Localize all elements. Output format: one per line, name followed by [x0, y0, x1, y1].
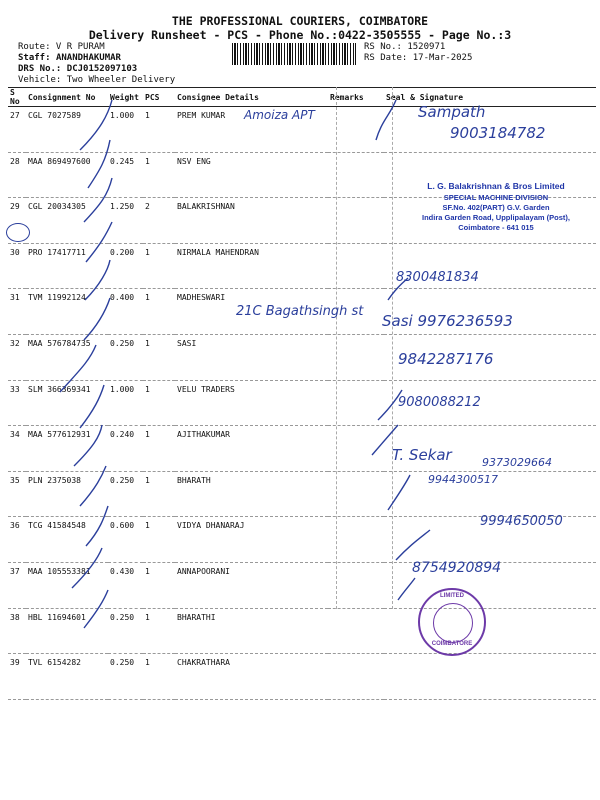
cell-name: ANNAPOORANI	[175, 562, 328, 608]
cell-wt: 1.000	[108, 107, 143, 153]
cell-cn: HBL 11694601	[26, 608, 108, 654]
cell-cn: PRO 17417711	[26, 243, 108, 289]
cell-sno: 33	[8, 380, 26, 426]
hw-phone-34: 9080088212	[398, 395, 481, 410]
cell-name: AJITHAKUMAR	[175, 426, 328, 472]
rs-no: RS No.: 1520971	[364, 42, 446, 52]
cell-pcs: 1	[143, 152, 175, 198]
runsheet-subtitle: Delivery Runsheet - PCS - Phone No.:0422-3505555 - Page No.:3	[88, 28, 512, 42]
cell-sno: 28	[8, 152, 26, 198]
stamp-line-5: Coimbatore - 641 015	[458, 223, 534, 232]
hw-phone-36: 9944300517	[428, 473, 498, 486]
cell-pcs: 2	[143, 198, 175, 244]
cell-pcs: 1	[143, 107, 175, 153]
hw-phone-37: 9994650050	[480, 514, 563, 529]
route: Route: V R PURAM	[18, 42, 105, 52]
cell-sno: 38	[8, 608, 26, 654]
stamp-line-1: L. G. Balakrishnan & Bros Limited	[427, 181, 565, 191]
cell-wt: 0.600	[108, 517, 143, 563]
company-seal	[418, 588, 486, 656]
cell-name: SASI	[175, 334, 328, 380]
col-seal-signature: Seal & Signature	[384, 88, 596, 107]
cell-pcs: 1	[143, 471, 175, 517]
cell-name: VELU TRADERS	[175, 380, 328, 426]
cell-cn: MAA 869497600	[26, 152, 108, 198]
cell-wt: 0.250	[108, 654, 143, 700]
cell-sno: 32	[8, 334, 26, 380]
cell-name: MADHESWARI	[175, 289, 328, 335]
cell-pcs: 1	[143, 654, 175, 700]
hw-address-27: Amoiza APT	[244, 108, 315, 122]
cell-wt: 0.430	[108, 562, 143, 608]
cell-pcs: 1	[143, 243, 175, 289]
hw-phone-27: 9003184782	[450, 124, 546, 142]
cell-wt: 0.240	[108, 426, 143, 472]
cell-pcs: 1	[143, 426, 175, 472]
col-sno: S No	[8, 88, 26, 107]
hw-phone-33: 9842287176	[398, 350, 494, 368]
col-weight: Weight	[108, 88, 143, 107]
cell-name: BHARATH	[175, 471, 328, 517]
cell-cn: CGL 20034305	[26, 198, 108, 244]
cell-name: CHAKRATHARA	[175, 654, 328, 700]
cell-name: NIRMALA MAHENDRAN	[175, 243, 328, 289]
cell-sno: 35	[8, 471, 26, 517]
hw-phone-31: 8300481834	[396, 270, 479, 285]
cell-wt: 0.250	[108, 334, 143, 380]
cell-wt: 0.250	[108, 608, 143, 654]
cell-cn: TCG 41584548	[26, 517, 108, 563]
cell-pcs: 1	[143, 289, 175, 335]
runsheet-title: THE PROFESSIONAL COURIERS, COIMBATORE	[171, 14, 429, 28]
stamp-line-3: SF.No. 402(PART) G.V. Garden	[442, 203, 550, 212]
hw-signature-32: Sasi 9976236593	[382, 312, 513, 330]
cell-wt: 0.400	[108, 289, 143, 335]
cell-name: NSV ENG	[175, 152, 328, 198]
staff-value: ANANDHAKUMAR	[55, 53, 121, 63]
cell-name: PREM KUMAR	[175, 107, 328, 153]
staff-label: Staff:	[18, 53, 51, 63]
cell-cn: CGL 7027589	[26, 107, 108, 153]
cell-wt: 1.000	[108, 380, 143, 426]
cell-wt: 1.250	[108, 198, 143, 244]
cell-cn: TVM 11992124	[26, 289, 108, 335]
cell-sno: 31	[8, 289, 26, 335]
drs-value: DCJ0152097103	[66, 64, 138, 74]
hw-signature-35: T. Sekar	[392, 446, 452, 464]
col-consignee: Consignee Details	[175, 88, 328, 107]
cell-name: BHARATHI	[175, 608, 328, 654]
cell-name: VIDYA DHANARAJ	[175, 517, 328, 563]
cell-cn: PLN 2375038	[26, 471, 108, 517]
cell-wt: 0.250	[108, 471, 143, 517]
cell-cn: SLM 366369341	[26, 380, 108, 426]
cell-wt: 0.245	[108, 152, 143, 198]
cell-sno: 27	[8, 107, 26, 153]
cell-cn: TVL 6154282	[26, 654, 108, 700]
hw-address-32: 21C Bagathsingh st	[236, 304, 364, 319]
drs-label: DRS No.:	[18, 64, 62, 74]
cell-sno: 34	[8, 426, 26, 472]
hw-phone-38: 8754920894	[412, 560, 502, 576]
seal-bottom-text: COIMBATORE	[431, 641, 473, 647]
cell-name: BALAKRISHNAN	[175, 198, 328, 244]
vehicle: Vehicle: Two Wheeler Delivery	[18, 75, 176, 85]
cell-sno: 36	[8, 517, 26, 563]
cell-sno: 39	[8, 654, 26, 700]
seal-inner-ring	[433, 603, 473, 643]
cell-sno: 30	[8, 243, 26, 289]
col-consignment: Consignment No	[26, 88, 108, 107]
cell-sno: 29	[8, 198, 26, 244]
col-remarks: Remarks	[328, 88, 384, 107]
stamp-line-2: SPECIAL MACHINE DIVISION	[443, 193, 549, 202]
cell-cn: MAA 576784735	[26, 334, 108, 380]
col-pcs: PCS	[143, 88, 175, 107]
cell-pcs: 1	[143, 334, 175, 380]
cell-pcs: 1	[143, 562, 175, 608]
cell-pcs: 1	[143, 380, 175, 426]
cell-cn: MAA 577612931	[26, 426, 108, 472]
cell-pcs: 1	[143, 517, 175, 563]
cell-wt: 0.200	[108, 243, 143, 289]
cell-pcs: 1	[143, 608, 175, 654]
stamp-line-4: Indira Garden Road, Upplipalayam (Post),	[422, 213, 570, 222]
seal-top-text: LIMITED	[440, 593, 464, 599]
cell-sno: 37	[8, 562, 26, 608]
hw-phone-35: 9373029664	[482, 456, 552, 469]
rs-date: RS Date: 17-Mar-2025	[364, 53, 473, 63]
hw-signature-27: Sampath	[418, 103, 486, 121]
cell-cn: MAA 105553381	[26, 562, 108, 608]
